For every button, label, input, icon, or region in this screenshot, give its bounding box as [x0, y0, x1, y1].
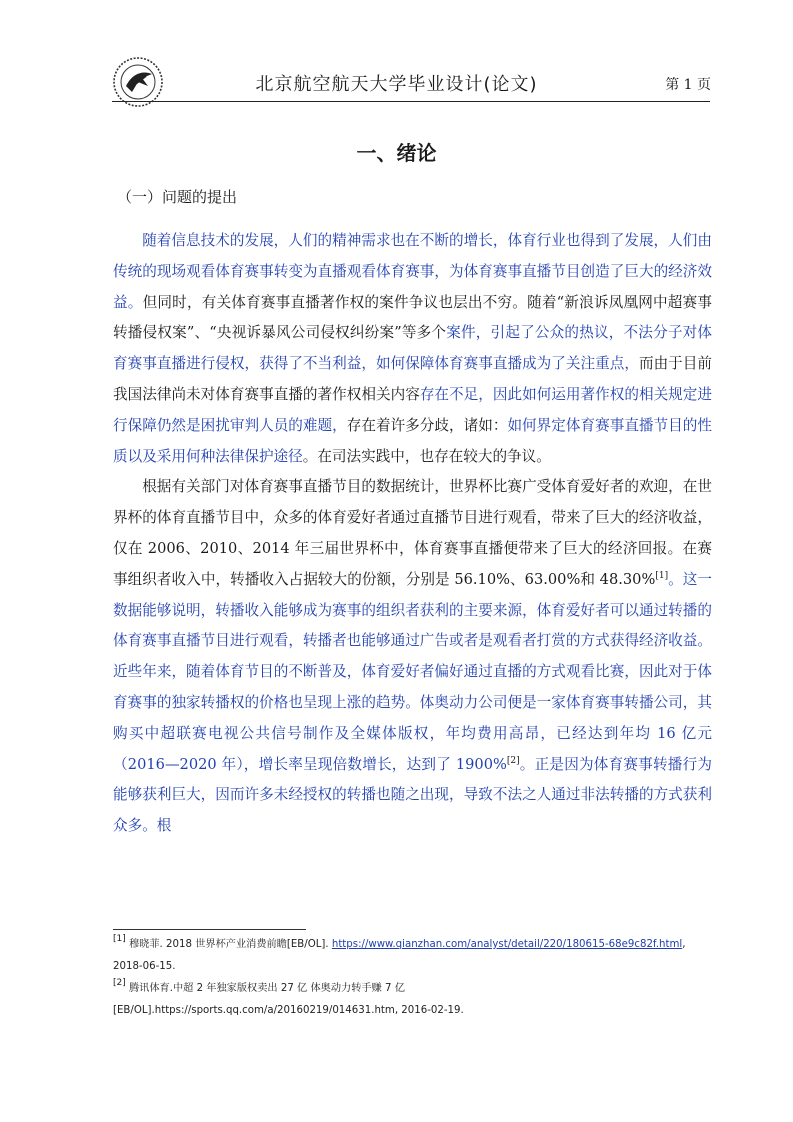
footnote-tail: , [682, 939, 686, 950]
paragraph-2 [113, 472, 712, 842]
footnote-divider [113, 929, 306, 930]
chapter-title: 一、绪论 [356, 141, 437, 165]
footnote-mark: [2] [113, 978, 126, 988]
text-span: 。正是因为体育赛事转播行为能够获利巨大，因而许多未经授权的转播也随之出现，导致不法之人通过非法转播的方式获利众多。根 [113, 755, 712, 835]
citation-ref[interactable]: [1] [655, 570, 669, 581]
section-title: （一）问题的提出 [117, 188, 238, 206]
footnote-1 [113, 934, 713, 956]
text-span: 。在司法实践中，也存在较大的争议。 [302, 447, 551, 465]
footnote-link[interactable]: https://www.qianzhan.com/analyst/detail/220/180615-68e9c82f.html [331, 939, 683, 950]
footnote-2-line2: [EB/OL].https://sports.qq.com/a/20160219/014631.htm, 2016-02-19. [113, 1005, 464, 1016]
footnote-1-line2: 2018-06-15. [113, 961, 176, 972]
paragraph-1 [113, 226, 712, 472]
footnote-text: 穆晓菲. 2018 世界杯产业消费前瞻[EB/OL]. [125, 939, 332, 950]
text-span: 根据有关部门对体育赛事直播节目的数据统计，世界杯比赛广受体育爱好者的欢迎，在世界杯的体育直播节目中，众多的体育爱好者通过直播节目进行观看，带来了巨大的经济收益，仅在 2006、2010、2014 年三届世界杯中，体育赛事直播便带来了巨大的经济回报。在赛事组织者收入中，转播收入占据较大的份额，分别是 56.10%、63.00%和 48.30% [113, 478, 712, 588]
document-header-title: 北京航空航天大学毕业设计(论文) [255, 74, 538, 95]
header-divider [112, 101, 710, 102]
text-span: 存在着许多分歧，诸如： [346, 416, 508, 434]
footnotes [113, 934, 713, 1022]
citation-ref[interactable]: [2] [506, 755, 520, 766]
text-span: 随着信息技术的发展，人们的精神需求也在不断的增长，体育行业也得到了发展，人们由传统的现场观看体育赛事转变为直播观看体育赛事，为体育赛事直播节目创造了巨大的经济效益。 [113, 232, 712, 311]
page-number: 第 1 页 [665, 77, 711, 93]
footnote-2 [113, 978, 713, 1000]
body-text [113, 226, 712, 842]
footnote-text: 腾讯体育.中超 2 年独家版权卖出 27 亿 体奥动力转手赚 7 亿 [125, 983, 405, 994]
text-span: 而由于目前我国法律尚未对体育赛事直播的著作权相关内容 [113, 355, 712, 403]
text-span: 。这一数据能够说明，转播收入能够成为赛事的组织者获利的主要来源，体育爱好者可以通过转播的体育赛事直播节目进行观看，转播者也能够通过广告或者是观看者打赏的方式获得经济收益。近些年来，随着体育节目的不断普及，体育爱好者偏好通过直播的方式观看比赛，因此对于体育赛事的独家转播权的价格也呈现上涨的趋势。体奥动力公司便是一家体育赛事转播公司，其购买中超联赛电视公共信号制作及全媒体版权，年均费用高昂，已经达到年均 16 亿元（2016—2020 年），增长率呈现倍数增长，达到了 1900% [113, 570, 712, 773]
text-span: 但同时，有关体育赛事直播著作权的案件争议也层出不穷。随着“新浪诉凤凰网中超赛事转播侵权案”、“央视诉暴风公司侵权纠纷案”等多个 [113, 293, 712, 342]
footnote-mark: [1] [113, 934, 126, 944]
text-span: 如何界定体育赛事直播节目的性质以及采用何种法律保护途径 [113, 416, 712, 465]
text-span: 存在不足，因此如何运用著作权的相关规定进行保障仍然是困扰审判人员的难题， [113, 385, 712, 434]
text-span: 案件，引起了公众的热议，不法分子对体育赛事直播进行侵权，获得了不当利益，如何保障体育赛事直播成为了关注重点， [113, 324, 712, 373]
